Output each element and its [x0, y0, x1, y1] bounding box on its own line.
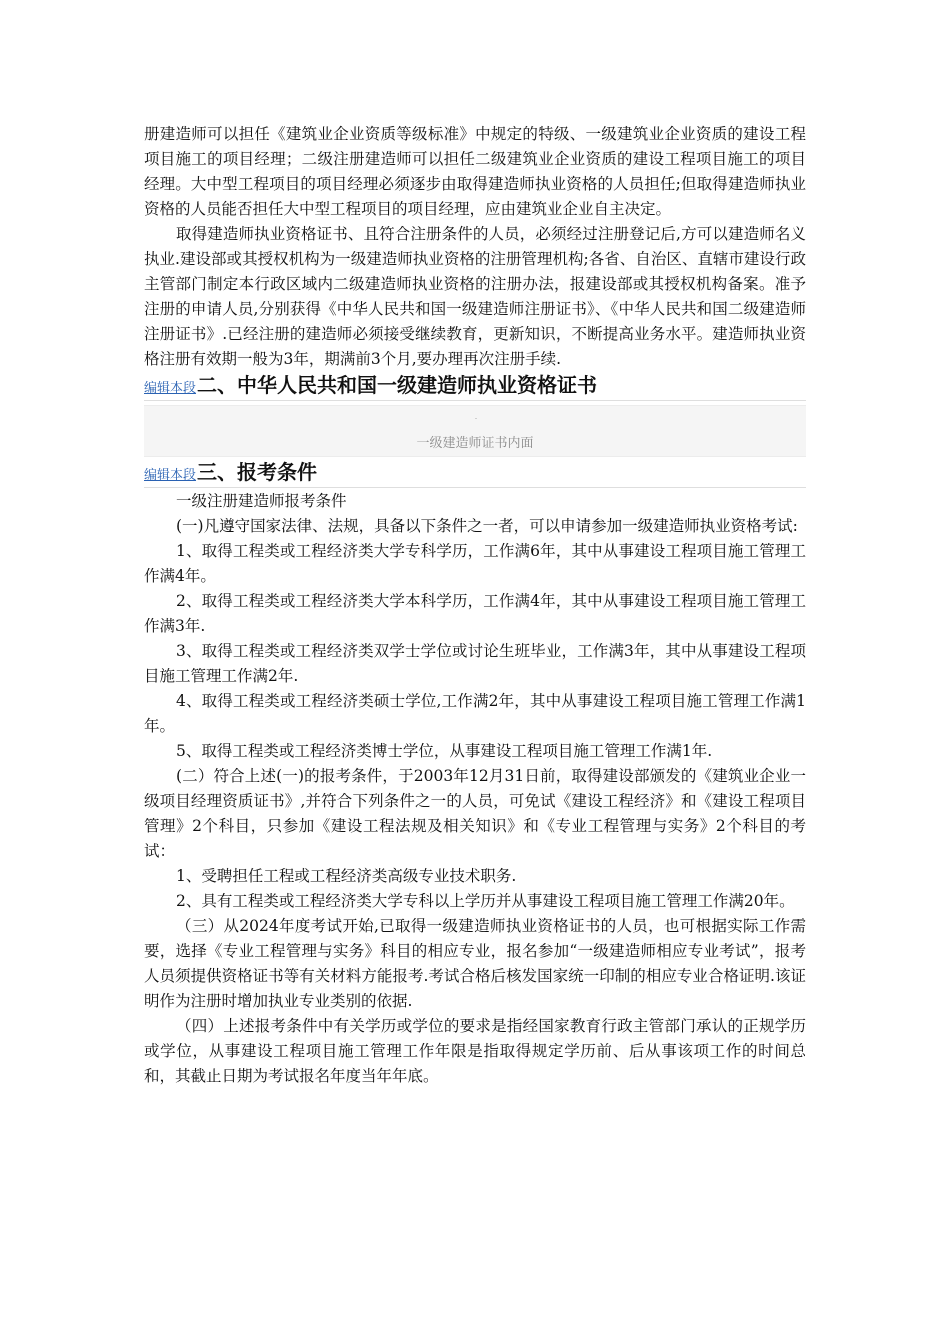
edit-section-3-link[interactable]: 编辑本段 [144, 468, 197, 483]
figure-caption: 一级建造师证书内面 [416, 436, 534, 451]
condition-paragraph: 4、取得工程类或工程经济类硕士学位,工作满2年，其中从事建设工程项目施工管理工作满1年。 [144, 692, 806, 735]
condition-paragraph: 1、取得工程类或工程经济类大学专科学历，工作满6年，其中从事建设工程项目施工管理工作满4年。 [144, 542, 806, 585]
condition-paragraph: 2、具有工程类或工程经济类大学专科以上学历并从事建设工程项目施工管理工作满20年。 [176, 892, 795, 910]
condition-paragraph: 3、取得工程类或工程经济类双学士学位或讨论生班毕业，工作满3年，其中从事建设工程项目施工管理工作满2年. [144, 642, 806, 685]
intro-paragraph-1: 册建造师可以担任《建筑业企业资质等级标准》中规定的特级、一级建筑业企业资质的建设工程项目施工的项目经理；二级注册建造师可以担任二级建筑业企业资质的建设工程项目施工的项目经理。大中型工程项目的项目经理必须逐步由取得建造师执业资格的人员担任;但取得建造师执业资格的人员能否担任大中型工程项目的项目经理，应由建筑业企业自主决定。 [144, 125, 806, 218]
section-3-heading-row [144, 459, 806, 488]
condition-paragraph: （三）从2024年度考试开始,已取得一级建造师执业资格证书的人员，也可根据实际工作需要，选择《专业工程管理与实务》科目的相应专业，报名参加“一级建造师相应专业考试”，报考人员须提供资格证书等有关材料方能报考.考试合格后核发国家统一印制的相应专业合格证明.该证明作为注册时增加执业专业类别的依据. [144, 917, 806, 1010]
condition-paragraph: 1、受聘担任工程或工程经济类高级专业技术职务. [176, 867, 517, 885]
condition-paragraph: (一)凡遵守国家法律、法规，具备以下条件之一者，可以申请参加一级建造师执业资格考试: [176, 517, 798, 535]
condition-paragraph: （四）上述报考条件中有关学历或学位的要求是指经国家教育行政主管部门承认的正规学历或学位，从事建设工程项目施工管理工作年限是指取得规定学历前、后从事该项工作的时间总和，其截止日期为考试报名年度当年年底。 [144, 1017, 806, 1085]
certificate-figure [144, 405, 806, 457]
condition-paragraph: 2、取得工程类或工程经济类大学本科学历，工作满4年，其中从事建设工程项目施工管理工作满3年. [144, 592, 806, 635]
section-3-title: 三、报考条件 [197, 460, 318, 484]
document-page [144, 122, 806, 1089]
section-3-body [144, 489, 806, 1089]
section-2-heading-row [144, 372, 806, 401]
condition-paragraph: (二）符合上述(一)的报考条件，于2003年12月31日前，取得建设部颁发的《建筑业企业一级项目经理资质证书》,并符合下列条件之一的人员，可免试《建设工程经济》和《建设工程项目管理》2个科目，只参加《建设工程法规及相关知识》和《专业工程管理与实务》2个科目的考试： [144, 767, 806, 860]
section-2-title: 二、中华人民共和国一级建造师执业资格证书 [197, 373, 598, 397]
certificate-image-placeholder [475, 418, 477, 419]
condition-paragraph: 5、取得工程类或工程经济类博士学位，从事建设工程项目施工管理工作满1年. [176, 742, 713, 760]
intro-paragraph-2: 取得建造师执业资格证书、且符合注册条件的人员，必须经过注册登记后,方可以建造师名义执业.建设部或其授权机构为一级建造师执业资格的注册管理机构;各省、自治区、直辖市建设行政主管部门制定本行政区域内二级建造师执业资格的注册办法，报建设部或其授权机构备案。准予注册的申请人员,分别获得《中华人民共和国一级建造师注册证书》、《中华人民共和国二级建造师注册证书》.已经注册的建造师必须接受继续教育，更新知识，不断提高业务水平。建造师执业资格注册有效期一般为3年，期满前3个月,要办理再次注册手续. [144, 225, 806, 368]
edit-section-2-link[interactable]: 编辑本段 [144, 381, 197, 396]
condition-paragraph: 一级注册建造师报考条件 [176, 492, 347, 510]
